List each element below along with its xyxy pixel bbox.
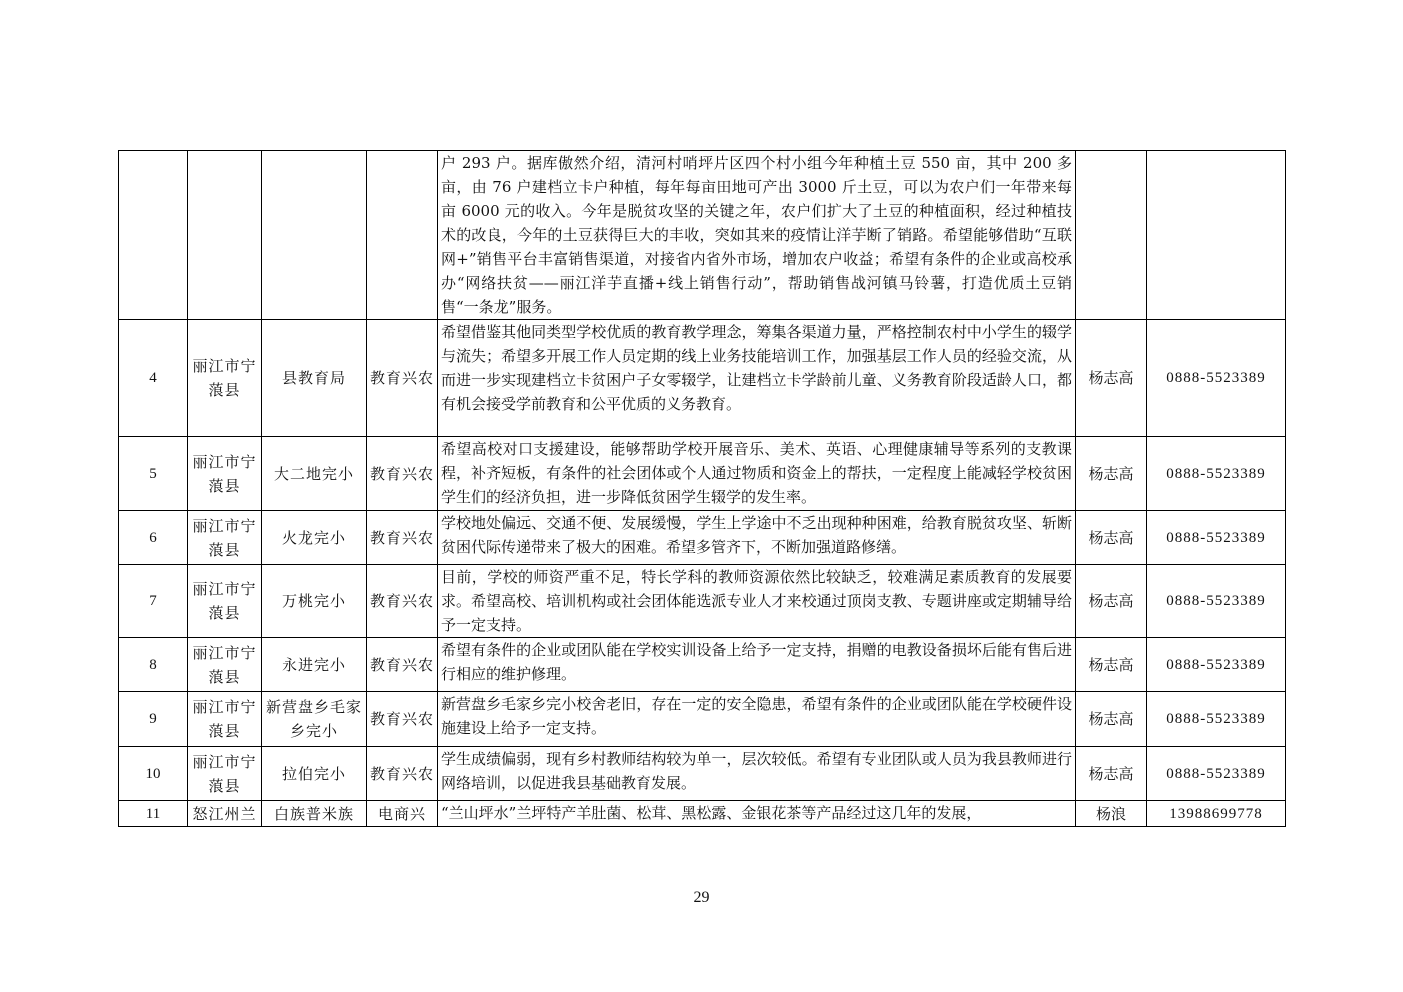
contact-cell: 杨浪	[1076, 801, 1147, 827]
unit-cell: 大二地完小	[262, 437, 367, 511]
region-cell: 丽江市宁蒗县	[188, 437, 262, 511]
region-cell: 丽江市宁蒗县	[188, 511, 262, 565]
table-row	[119, 801, 1286, 827]
region-cell: 丽江市宁蒗县	[188, 320, 262, 437]
row-number: 10	[119, 747, 188, 801]
region-cell: 丽江市宁蒗县	[188, 638, 262, 692]
unit-cell: 县教育局	[262, 320, 367, 437]
description-cell: “兰山坪水”兰坪特产羊肚菌、松茸、黑松露、金银花茶等产品经过这几年的发展，	[438, 801, 1076, 827]
type-cell: 教育兴农	[367, 747, 438, 801]
type-cell: 教育兴农	[367, 565, 438, 638]
table-row	[119, 692, 1286, 747]
unit-cell: 万桃完小	[262, 565, 367, 638]
description-cell: 希望有条件的企业或团队能在学校实训设备上给予一定支持，捐赠的电教设备损坏后能有售后进行相应的维护修理。	[438, 638, 1076, 692]
contact-cell: 杨志高	[1076, 692, 1147, 747]
table-row	[119, 638, 1286, 692]
region-cell: 丽江市宁蒗县	[188, 565, 262, 638]
region-cell: 丽江市宁蒗县	[188, 747, 262, 801]
type-cell: 教育兴农	[367, 511, 438, 565]
contact-cell: 杨志高	[1076, 747, 1147, 801]
row-number: 11	[119, 801, 188, 827]
table-row	[119, 565, 1286, 638]
phone-cell	[1147, 151, 1286, 320]
row-number: 6	[119, 511, 188, 565]
phone-cell: 0888-5523389	[1147, 437, 1286, 511]
description-cell: 目前，学校的师资严重不足，特长学科的教师资源依然比较缺乏，较难满足素质教育的发展要求。希望高校、培训机构或社会团体能选派专业人才来校通过顶岗支教、专题讲座或定期辅导给予一定支持。	[438, 565, 1076, 638]
type-cell: 教育兴农	[367, 692, 438, 747]
type-cell: 教育兴农	[367, 437, 438, 511]
contact-cell	[1076, 151, 1147, 320]
row-number: 4	[119, 320, 188, 437]
page-number: 29	[693, 889, 710, 906]
type-cell: 教育兴农	[367, 638, 438, 692]
description-cell: 学校地处偏远、交通不便、发展缓慢，学生上学途中不乏出现种种困难，给教育脱贫攻坚、斩断贫困代际传递带来了极大的困难。希望多管齐下，不断加强道路修缮。	[438, 511, 1076, 565]
region-cell	[188, 151, 262, 320]
phone-cell: 0888-5523389	[1147, 692, 1286, 747]
unit-cell	[262, 151, 367, 320]
contact-cell: 杨志高	[1076, 638, 1147, 692]
region-cell: 丽江市宁蒗县	[188, 692, 262, 747]
description-cell: 希望高校对口支援建设，能够帮助学校开展音乐、美术、英语、心理健康辅导等系列的支教课程，补齐短板，有条件的社会团体或个人通过物质和资金上的帮扶，一定程度上能减轻学校贫困学生们的经济负担，进一步降低贫困学生辍学的发生率。	[438, 437, 1076, 511]
requests-table	[118, 150, 1286, 827]
type-cell: 电商兴	[367, 801, 438, 827]
phone-cell: 0888-5523389	[1147, 638, 1286, 692]
contact-cell: 杨志高	[1076, 511, 1147, 565]
region-cell: 怒江州兰	[188, 801, 262, 827]
description-cell: 新营盘乡毛家乡完小校舍老旧，存在一定的安全隐患，希望有条件的企业或团队能在学校硬件设施建设上给予一定支持。	[438, 692, 1076, 747]
unit-cell: 新营盘乡毛家乡完小	[262, 692, 367, 747]
description-cell: 户 293 户。据库傲然介绍，清河村哨坪片区四个村小组今年种植土豆 550 亩，其中 200 多亩，由 76 户建档立卡户种植，每年每亩田地可产出 3000 斤土豆，可以为农户们一年带来每亩 6000 元的收入。今年是脱贫攻坚的关键之年，农户们扩大了土豆的种植面积，经过种植技术的改良，今年的土豆获得巨大的丰收，突如其来的疫情让洋芋断了销路。希望能够借助“互联网+”销售平台丰富销售渠道，对接省内省外市场，增加农户收益；希望有条件的企业或高校承办“网络扶贫——丽江洋芋直播+线上销售行动”，帮助销售战河镇马铃薯，打造优质土豆销售“一条龙”服务。	[438, 151, 1076, 320]
table-row	[119, 320, 1286, 437]
row-number: 9	[119, 692, 188, 747]
unit-cell: 永进完小	[262, 638, 367, 692]
phone-cell: 0888-5523389	[1147, 565, 1286, 638]
table-row	[119, 511, 1286, 565]
unit-cell: 火龙完小	[262, 511, 367, 565]
contact-cell: 杨志高	[1076, 320, 1147, 437]
row-number: 8	[119, 638, 188, 692]
row-number	[119, 151, 188, 320]
contact-cell: 杨志高	[1076, 565, 1147, 638]
description-cell: 学生成绩偏弱，现有乡村教师结构较为单一，层次较低。希望有专业团队或人员为我县教师进行网络培训，以促进我县基础教育发展。	[438, 747, 1076, 801]
type-cell	[367, 151, 438, 320]
phone-cell: 0888-5523389	[1147, 511, 1286, 565]
contact-cell: 杨志高	[1076, 437, 1147, 511]
table-row	[119, 151, 1286, 320]
phone-cell: 0888-5523389	[1147, 747, 1286, 801]
table-row	[119, 747, 1286, 801]
phone-cell: 13988699778	[1147, 801, 1286, 827]
description-cell: 希望借鉴其他同类型学校优质的教育教学理念，筹集各渠道力量，严格控制农村中小学生的辍学与流失；希望多开展工作人员定期的线上业务技能培训工作，加强基层工作人员的经验交流，从而进一步实现建档立卡贫困户子女零辍学，让建档立卡学龄前儿童、义务教育阶段适龄人口，都有机会接受学前教育和公平优质的义务教育。	[438, 320, 1076, 437]
row-number: 5	[119, 437, 188, 511]
type-cell: 教育兴农	[367, 320, 438, 437]
table-row	[119, 437, 1286, 511]
unit-cell: 白族普米族	[262, 801, 367, 827]
row-number: 7	[119, 565, 188, 638]
unit-cell: 拉伯完小	[262, 747, 367, 801]
phone-cell: 0888-5523389	[1147, 320, 1286, 437]
